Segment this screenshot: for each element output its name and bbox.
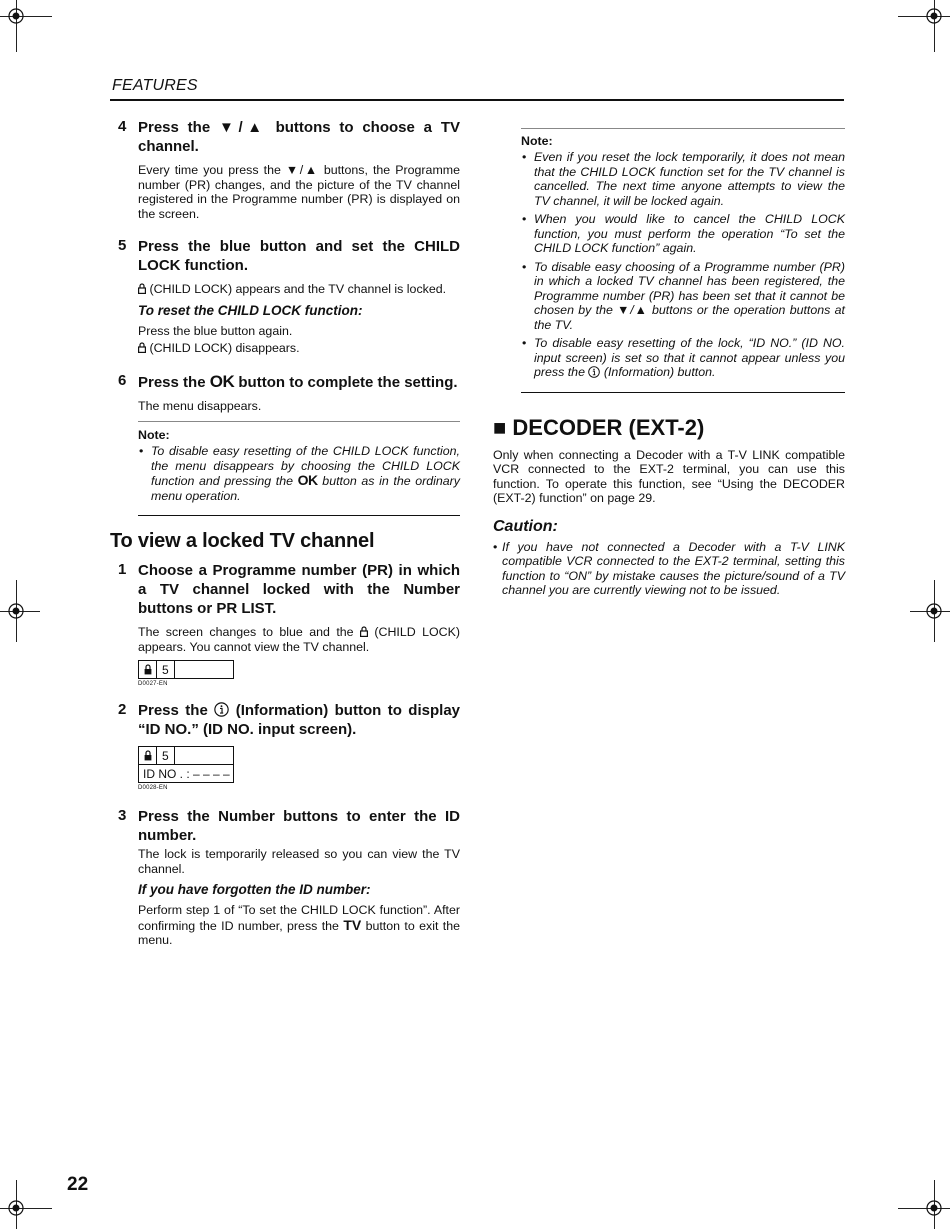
bullet-icon: • bbox=[522, 150, 527, 164]
step-number: 6 bbox=[118, 371, 127, 389]
osd-display bbox=[138, 660, 234, 679]
bullet-icon: • bbox=[522, 212, 527, 226]
step-body: The menu disappears. bbox=[138, 398, 262, 413]
note-item bbox=[521, 336, 845, 380]
step-body-part: (CHILD LOCK) appears. You cannot view the TV channel. bbox=[138, 625, 460, 654]
caution-item bbox=[493, 540, 845, 598]
step-number: 5 bbox=[118, 237, 127, 254]
information-icon bbox=[214, 702, 229, 717]
step-number: 2 bbox=[118, 701, 127, 718]
note-item bbox=[521, 260, 845, 333]
registration-mark-icon bbox=[1, 596, 31, 626]
note-text: When you would like to cancel the CHILD LOCK function, you must perform the operation “To set the CHILD LOCK function” again. bbox=[534, 212, 845, 255]
view-step-2 bbox=[110, 701, 460, 791]
osd-lock-cell bbox=[139, 661, 157, 678]
step-body bbox=[138, 903, 460, 948]
note-text: button as in the ordinary menu operation. bbox=[151, 474, 460, 503]
note-box-left bbox=[138, 421, 460, 516]
note-text: Even if you reset the lock temporarily, it does not mean that the CHILD LOCK function set for the TV channel is cancelled. The next time anyone attempts to view the TV channel, it will be locked again. bbox=[534, 150, 845, 208]
step-body: Every time you press the ▼/▲ buttons, the Programme number (PR) changes, and the picture of the TV channel registered in the Programme number (PR) is displayed on the screen. bbox=[138, 163, 460, 221]
section-header: FEATURES bbox=[112, 77, 198, 94]
note-item bbox=[521, 212, 845, 256]
note-title: Note: bbox=[138, 428, 170, 442]
step-title-part: button to complete the setting. bbox=[234, 373, 458, 391]
step-6 bbox=[110, 372, 460, 414]
step-title: Press the Number buttons to enter the ID number. bbox=[138, 808, 460, 844]
note-text: To disable easy resetting of the lock, “ID NO.” (ID NO. input screen) is set so that it cannot appear unless you press the bbox=[534, 336, 845, 379]
step-number: 3 bbox=[118, 807, 127, 824]
child-lock-icon bbox=[144, 750, 152, 761]
osd-id-number-field: ID NO . : – – – – bbox=[143, 766, 230, 781]
note-box-right bbox=[521, 128, 845, 393]
registration-mark-icon bbox=[919, 596, 949, 626]
child-lock-icon bbox=[144, 664, 152, 675]
step-title bbox=[138, 372, 460, 392]
view-step-3 bbox=[110, 807, 460, 948]
section-title-view-locked: To view a locked TV channel bbox=[110, 530, 375, 552]
figure-code: D0028-EN bbox=[138, 785, 168, 791]
registration-mark-icon bbox=[1, 1193, 31, 1223]
step-title: Press the ▼/▲ buttons to choose a TV channel. bbox=[138, 119, 460, 155]
caution-title: Caution: bbox=[493, 517, 558, 535]
caution-text: If you have not connected a Decoder with a T-V LINK compatible VCR connected to the EXT-2 terminal, setting this function to “ON” by mistake causes the picture/sound of a TV channel you are currently viewing not to be issued. bbox=[502, 539, 845, 597]
step-body bbox=[138, 625, 460, 654]
step-body-part: Perform step 1 of “To set the CHILD LOCK function”. After confirming the ID number, press the bbox=[138, 903, 460, 933]
ok-button-icon: OK bbox=[297, 472, 318, 488]
page-number: 22 bbox=[67, 1174, 89, 1195]
registration-mark-icon bbox=[1, 1, 31, 31]
bullet-icon: • bbox=[522, 259, 527, 274]
registration-mark-icon bbox=[919, 1, 949, 31]
reset-result bbox=[138, 341, 460, 356]
step-number: 4 bbox=[118, 118, 127, 135]
left-column bbox=[110, 118, 460, 964]
child-lock-icon bbox=[138, 342, 146, 353]
note-text: To disable easy choosing of a Programme number (PR) in which a locked TV channel has been registered, the Programme number (PR) has been set that it cannot be chosen by the ▼/▲ buttons or the operation buttons at the TV. bbox=[534, 259, 845, 332]
step-body bbox=[138, 282, 460, 297]
note-text: To disable easy resetting of the CHILD LOCK function, the menu disappears by choosing the CHILD LOCK function and pressing the bbox=[151, 444, 460, 488]
note-text: (Information) button. bbox=[600, 365, 716, 379]
step-5 bbox=[110, 237, 460, 356]
header-rule bbox=[110, 99, 844, 101]
forgotten-id-subheading: If you have forgotten the ID number: bbox=[138, 882, 371, 897]
bullet-icon: • bbox=[139, 444, 144, 458]
note-title: Note: bbox=[521, 134, 553, 148]
figure-code: D0027-EN bbox=[138, 681, 168, 687]
step-title: Press the blue button and set the CHILD LOCK function. bbox=[138, 238, 460, 274]
step-title bbox=[138, 701, 460, 739]
registration-mark-icon bbox=[919, 1193, 949, 1223]
osd-row bbox=[139, 764, 233, 782]
information-icon bbox=[588, 366, 600, 378]
step-body-part: The screen changes to blue and the bbox=[138, 625, 360, 639]
child-lock-appears-text: (CHILD LOCK) appears and the TV channel is locked. bbox=[149, 282, 447, 296]
step-body-part: button to exit the menu. bbox=[138, 918, 460, 947]
child-lock-icon bbox=[138, 283, 146, 294]
section-title-decoder: ■ DECODER (EXT-2) bbox=[493, 414, 705, 440]
osd-lock-cell bbox=[139, 747, 157, 764]
step-title-part: Press the bbox=[138, 702, 215, 719]
bullet-icon: • bbox=[493, 539, 498, 554]
step-title: Choose a Programme number (PR) in which a TV channel locked with the Number buttons or PR LIST. bbox=[138, 562, 460, 617]
osd-row bbox=[139, 661, 233, 678]
child-lock-disappears-text: (CHILD LOCK) disappears. bbox=[149, 341, 300, 355]
bullet-icon: • bbox=[522, 336, 527, 350]
step-number: 1 bbox=[118, 561, 127, 578]
decoder-body: Only when connecting a Decoder with a T-V LINK compatible VCR connected to the EXT-2 terminal, you can use this function. To operate this function, see “Using the DECODER (EXT-2) function” on page 29. bbox=[493, 447, 845, 505]
step-title-part: Press the bbox=[138, 373, 210, 391]
child-lock-icon bbox=[360, 626, 368, 637]
step-title-part: (Information) button to display “ID NO.” (ID NO. input screen). bbox=[138, 702, 460, 738]
osd-programme-number: 5 bbox=[157, 747, 175, 764]
step-body: The lock is temporarily released so you can view the TV channel. bbox=[138, 847, 460, 876]
osd-row bbox=[139, 747, 233, 764]
note-item bbox=[521, 150, 845, 208]
step-4 bbox=[110, 118, 460, 221]
osd-programme-number: 5 bbox=[157, 661, 175, 678]
right-column bbox=[493, 118, 845, 602]
reset-instruction: Press the blue button again. bbox=[138, 323, 293, 338]
osd-display bbox=[138, 746, 234, 783]
view-step-1 bbox=[110, 561, 460, 687]
reset-subheading: To reset the CHILD LOCK function: bbox=[138, 302, 363, 318]
note-item bbox=[138, 444, 460, 503]
ok-button-icon: OK bbox=[209, 371, 235, 391]
tv-button-icon: TV bbox=[343, 916, 362, 933]
